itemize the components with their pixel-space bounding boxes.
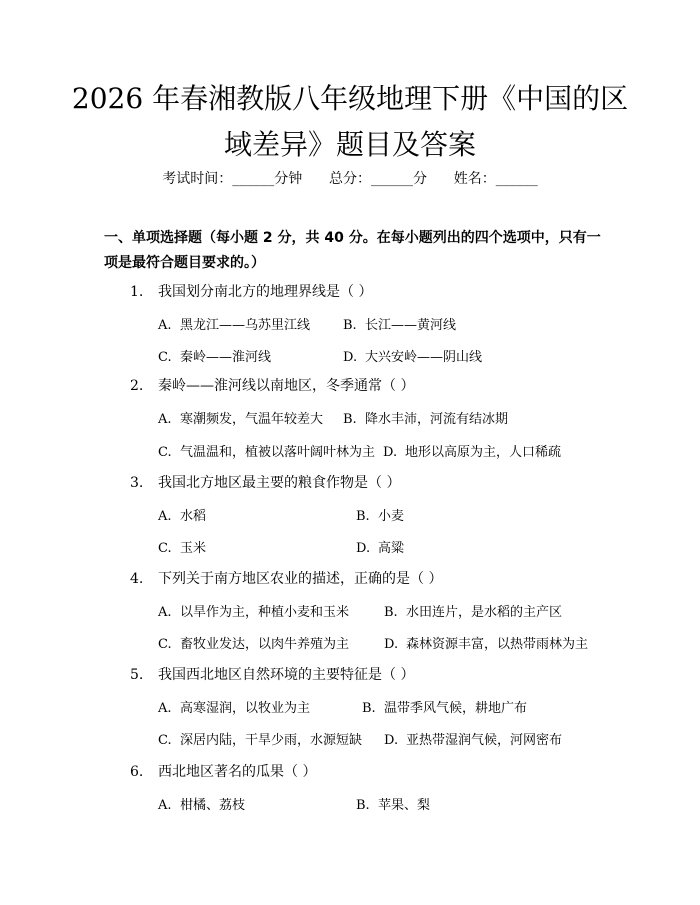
question-4-option-d: D. 森林资源丰富，以热带雨林为主 [384, 637, 589, 652]
question-1-option-b: B. 长江——黄河线 [343, 318, 457, 333]
question-5 [130, 664, 414, 684]
question-number: 4. [130, 571, 144, 587]
question-5-option-a: A. 高寒湿润，以牧业为主 [158, 701, 311, 716]
question-5-option-c: C. 深居内陆，干旱少雨，水源短缺 [158, 733, 363, 748]
question-text: 秦岭——淮河线以南地区，冬季通常（ ） [158, 378, 415, 394]
section-heading: 一、单项选择题（每小题 2 分，共 40 分。在每小题列出的四个选项中，只有一项是最符合题目要求的。） [104, 230, 601, 271]
question-6-option-a: A. 柑橘、荔枝 [158, 798, 246, 813]
question-6 [130, 761, 316, 781]
question-number: 2. [130, 378, 144, 394]
question-5-option-b: B. 温带季风气候，耕地广布 [362, 701, 528, 716]
question-1-option-c: C. 秦岭——淮河线 [158, 350, 272, 365]
question-text: 我国北方地区最主要的粮食作物是（ ） [158, 475, 401, 491]
title-line-2: 域差异》题目及答案 [223, 128, 476, 161]
question-1-option-d: D. 大兴安岭——阴山线 [343, 350, 483, 365]
question-4 [130, 568, 442, 588]
question-3-option-a: A. 水稻 [158, 509, 207, 524]
title-line-1: 2026 年春湘教版八年级地理下册《中国的区 [71, 82, 629, 115]
question-2-option-b: B. 降水丰沛，河流有结冰期 [343, 412, 509, 427]
question-2-option-a: A. 寒潮频发，气温年较差大 [158, 412, 324, 427]
question-text: 下列关于南方地区农业的描述，正确的是（ ） [158, 571, 443, 587]
question-5-option-d: D. 亚热带湿润气候，河网密布 [384, 733, 563, 748]
question-1 [130, 281, 372, 301]
question-number: 3. [130, 475, 144, 491]
question-text: 西北地区著名的瓜果（ ） [158, 764, 317, 780]
question-3 [130, 472, 400, 492]
question-number: 5. [130, 667, 144, 683]
question-4-option-c: C. 畜牧业发达，以肉牛养殖为主 [158, 637, 350, 652]
question-1-option-a: A. 黑龙江——乌苏里江线 [158, 318, 311, 333]
document-title [0, 76, 700, 168]
question-3-option-b: B. 小麦 [356, 509, 405, 524]
question-2 [130, 375, 414, 395]
question-3-option-c: C. 玉米 [158, 541, 207, 556]
question-2-option-c: C. 气温温和，植被以落叶阔叶林为主 [158, 445, 376, 460]
question-4-option-b: B. 水田连片，是水稻的主产区 [384, 605, 563, 620]
question-number: 6. [130, 764, 144, 780]
question-4-option-a: A. 以旱作为主，种植小麦和玉米 [158, 605, 350, 620]
question-3-option-d: D. 高粱 [356, 541, 405, 556]
question-6-option-b: B. 苹果、梨 [356, 798, 431, 813]
question-number: 1. [130, 284, 144, 300]
question-text: 我国西北地区自然环境的主要特征是（ ） [158, 667, 415, 683]
question-text: 我国划分南北方的地理界线是（ ） [158, 284, 373, 300]
question-2-option-d: D. 地形以高原为主，人口稀疏 [383, 445, 562, 460]
exam-meta-line: 考试时间：______分钟 总分：______分 姓名：______ [162, 171, 538, 187]
